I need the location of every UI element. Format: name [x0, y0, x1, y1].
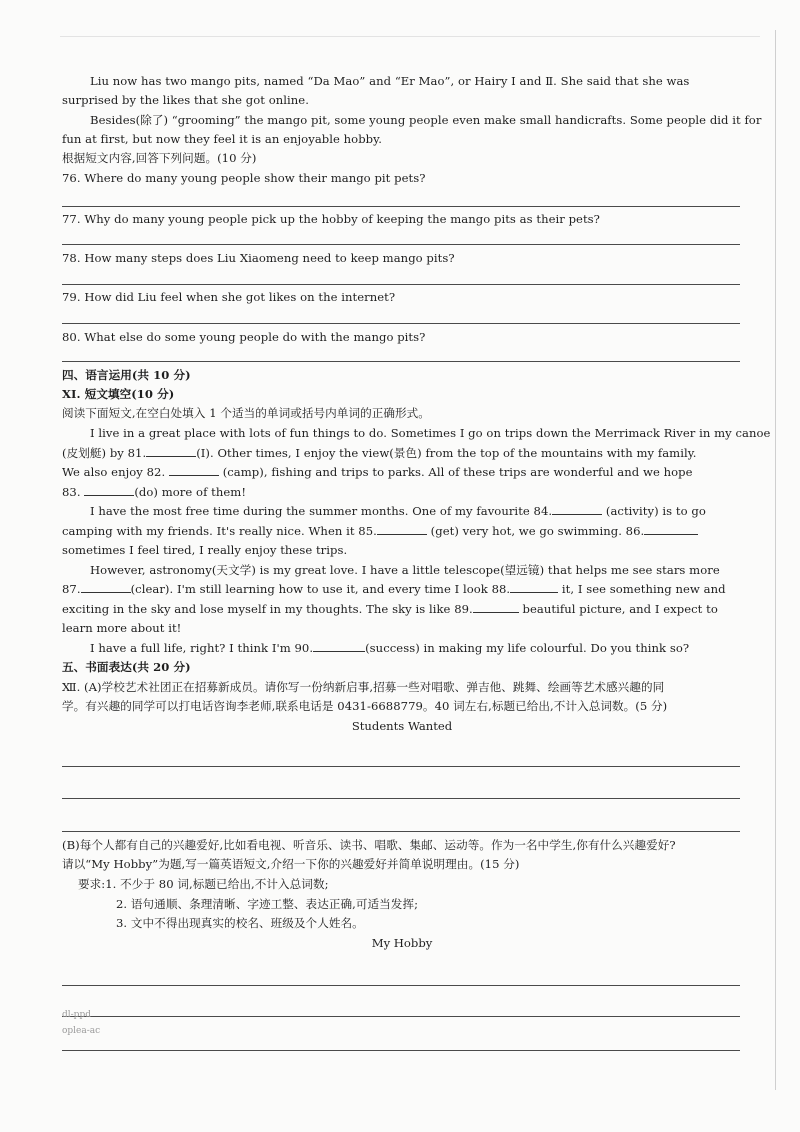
reading-paragraph-1-cont: surprised by the likes that she got online. — [62, 93, 309, 107]
blank-85[interactable] — [377, 522, 427, 535]
margin-note: dl-ppd — [62, 1010, 91, 1020]
blank-83[interactable] — [84, 483, 134, 496]
question-77: 77. Why do many young people pick up the hobby of keeping the mango pits as their pets? — [62, 212, 600, 226]
cloze-text: it, I see something new and — [561, 582, 726, 596]
question-80: 80. What else do some young people do with the mango pits? — [62, 330, 426, 344]
writing-a-prompt-2: 学。有兴趣的同学可以打电话咨询李老师,联系电话是 0431-6688779。40 词左右,标题已给出,不计入总词数。(5 分) — [62, 699, 668, 713]
cloze-line-8: However, astronomy(天文学) is my great love. I have a little telescope(望远镜) that helps me see stars more — [90, 563, 720, 577]
writing-a-line-3[interactable] — [62, 831, 740, 832]
blank-84[interactable] — [552, 502, 602, 515]
blank-90[interactable] — [313, 639, 365, 652]
writing-a-line-1[interactable] — [62, 766, 740, 767]
cloze-text: I have the most free time during the summer months. One of my favourite 84. — [90, 504, 553, 518]
question-79: 79. How did Liu feel when she got likes on the internet? — [62, 290, 396, 304]
writing-a-line-2[interactable] — [62, 798, 740, 799]
cloze-text: (success) in making my life colourful. Do you think so? — [365, 641, 690, 655]
cloze-text: (皮划艇) by 81. — [62, 446, 147, 460]
cloze-line-12 — [62, 639, 770, 658]
cloze-line-7: sometimes I feel tired, I really enjoy these trips. — [62, 543, 348, 557]
reading-instruction: 根据短文内容,回答下列问题。(10 分) — [62, 151, 257, 165]
cloze-text: I have a full life, right? I think I'm 90. — [90, 641, 314, 655]
blank-88[interactable] — [510, 580, 558, 593]
cloze-line-3 — [62, 463, 742, 482]
question-78: 78. How many steps does Liu Xiaomeng need to keep mango pits? — [62, 251, 455, 265]
blank-81[interactable] — [146, 444, 196, 457]
reading-paragraph-1: Liu now has two mango pits, named “Da Mao” and “Er Mao”, or Hairy Ⅰ and Ⅱ. She said that she was — [90, 74, 690, 88]
cloze-text: beautiful picture, and I expect to — [522, 602, 718, 616]
cloze-line-10 — [62, 600, 742, 619]
blank-87[interactable] — [81, 580, 131, 593]
reading-paragraph-2: Besides(除了) “grooming” the mango pit, some young people even make small handicrafts. Some people did it for — [90, 113, 762, 127]
cloze-text: camping with my friends. It's really nice. When it 85. — [62, 524, 377, 538]
writing-b-prompt-2: 请以“My Hobby”为题,写一篇英语短文,介绍一下你的兴趣爱好并简单说明理由。(15 分) — [62, 857, 520, 871]
reading-paragraph-2-cont: fun at first, but now they feel it is an enjoyable hobby. — [62, 132, 382, 146]
writing-b-requirement-3: 3. 文中不得出现真实的校名、班级及个人姓名。 — [116, 916, 364, 930]
cloze-line-11: learn more about it! — [62, 621, 182, 635]
answer-line-77[interactable] — [62, 244, 740, 245]
cloze-line-1: I live in a great place with lots of fun things to do. Sometimes I go on trips down the Merrimack River in my canoe — [90, 426, 771, 440]
writing-b-requirement-1: 要求:1. 不少于 80 词,标题已给出,不计入总词数; — [78, 877, 329, 891]
writing-a-heading: Students Wanted — [351, 719, 453, 733]
cloze-text: (camp), fishing and trips to parks. All of these trips are wonderful and we hope — [222, 465, 693, 479]
answer-line-76[interactable] — [62, 206, 740, 207]
cloze-line-6 — [62, 522, 742, 541]
cloze-text: 83. — [62, 485, 81, 499]
section-4-title: 四、语言运用(共 10 分) — [62, 368, 191, 382]
blank-86[interactable] — [644, 522, 698, 535]
writing-b-prompt-1: (B)每个人都有自己的兴趣爱好,比如看电视、听音乐、读书、唱歌、集邮、运动等。作为一名中学生,你有什么兴趣爱好? — [62, 838, 676, 852]
writing-b-heading: My Hobby — [371, 936, 433, 950]
answer-line-78[interactable] — [62, 284, 740, 285]
cloze-line-2 — [62, 444, 742, 463]
cloze-line-4 — [62, 483, 742, 502]
writing-b-line-2[interactable] — [62, 1016, 740, 1017]
cloze-text: (clear). I'm still learning how to use it, and every time I look 88. — [130, 582, 511, 596]
writing-b-requirement-2: 2. 语句通顺、条理清晰、字迹工整、表达正确,可适当发挥; — [116, 897, 419, 911]
margin-note: oplea-ac — [62, 1026, 101, 1036]
cloze-text: (do) more of them! — [134, 485, 247, 499]
blank-82[interactable] — [169, 463, 219, 476]
cloze-text: (I). Other times, I enjoy the view(景色) from the top of the mountains with my family. — [196, 446, 697, 460]
section-4-instruction: 阅读下面短文,在空白处填入 1 个适当的单词或括号内单词的正确形式。 — [62, 406, 430, 420]
cloze-text: exciting in the sky and lose myself in my thoughts. The sky is like 89. — [62, 602, 473, 616]
answer-line-79[interactable] — [62, 323, 740, 324]
writing-a-prompt-1: Ⅻ. (A)学校艺术社团正在招募新成员。请你写一份纳新启事,招募一些对唱歌、弹吉他、跳舞、绘画等艺术感兴趣的同 — [62, 680, 665, 694]
cloze-text: (get) very hot, we go swimming. 86. — [430, 524, 645, 538]
writing-b-line-1[interactable] — [62, 985, 740, 986]
page-top-edge — [60, 36, 760, 37]
section-4-part-xi: XI. 短文填空(10 分) — [62, 387, 175, 401]
cloze-line-9 — [62, 580, 742, 599]
blank-89[interactable] — [473, 600, 519, 613]
cloze-line-5 — [62, 502, 770, 521]
question-76: 76. Where do many young people show their mango pit pets? — [62, 171, 426, 185]
section-5-title: 五、书面表达(共 20 分) — [62, 660, 191, 674]
answer-line-80[interactable] — [62, 361, 740, 362]
cloze-text: 87. — [62, 582, 81, 596]
writing-b-line-3[interactable] — [62, 1050, 740, 1051]
cloze-text: We also enjoy 82. — [62, 465, 166, 479]
cloze-text: (activity) is to go — [605, 504, 706, 518]
